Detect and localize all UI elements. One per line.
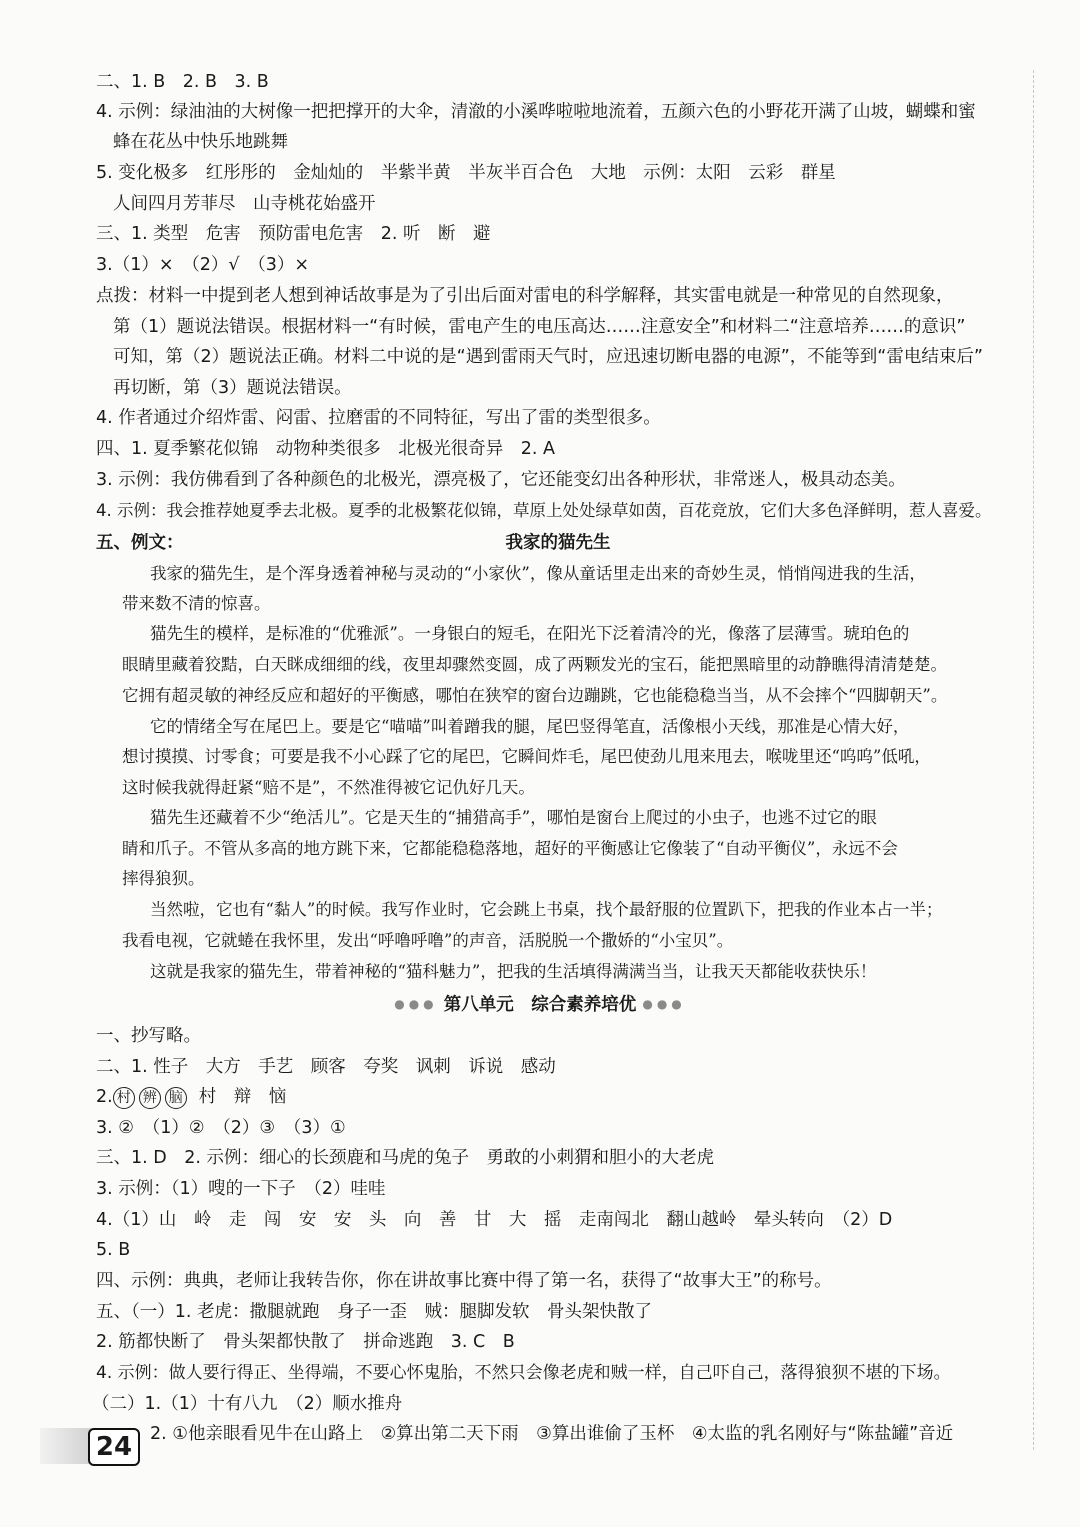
answer-line: 三、1. D 2. 示例：细心的长颈鹿和马虎的兔子 勇敢的小刺猬和胆小的大老虎 xyxy=(96,1148,714,1168)
answer-line: 4. 作者通过介绍炸雷、闷雷、拉磨雷的不同特征，写出了雷的类型很多。 xyxy=(96,408,661,428)
answer-line xyxy=(96,1085,1020,1109)
answer-line: 点拨：材料一中提到老人想到神话故事是为了引出后面对雷电的科学解释，其实雷电就是一种常见的自然现象， xyxy=(96,286,954,306)
essay-line: 我看电视，它就蜷在我怀里，发出“呼噜呼噜”的声音，活脱脱一个撒娇的“小宝贝”。 xyxy=(122,931,734,950)
answer-line: 再切断，第（3）题说法错误。 xyxy=(113,378,352,398)
answer-line: 二、1. B 2. B 3. B xyxy=(96,72,269,92)
answer-line: 可知，第（2）题说法正确。材料二中说的是“遇到雷雨天气时，应迅速切断电器的电源”，不能等到“雷电结束后” xyxy=(113,347,983,367)
answer-line: 4. 示例：我会推荐她夏季去北极。夏季的北极繁花似锦，草原上处处绿草如茵，百花竞放，它们大多色泽鲜明，惹人喜爱。 xyxy=(96,501,992,520)
answer-line: 四、示例：典典，老师让我转告你，你在讲故事比赛中得了第一名，获得了“故事大王”的称号。 xyxy=(96,1271,832,1291)
essay-line: 想讨摸摸、讨零食；可要是我不小心踩了它的尾巴，它瞬间炸毛，尾巴使劲儿甩来甩去，喉咙里还“呜呜”低吼， xyxy=(122,747,931,766)
answer-line: 五、（一）1. 老虎：撒腿就跑 身子一歪 贼：腿脚发软 骨头架快散了 xyxy=(96,1302,653,1322)
answer-line: 第（1）题说法错误。根据材料一“有时候，雷电产生的电压高达……注意安全”和材料二“注意培养……的意识” xyxy=(113,317,966,337)
circled-char: 辨 xyxy=(139,1087,161,1109)
item-number: 2. xyxy=(96,1087,113,1107)
answer-line: 4.（1）山 岭 走 闯 安 安 头 向 善 甘 大 摇 走南闯北 翻山越岭 晕头转向 （2）D xyxy=(96,1210,893,1230)
decorative-dots: ●●● xyxy=(394,997,438,1011)
essay-line: 摔得狼狈。 xyxy=(122,869,205,888)
answer-line: 5. B xyxy=(96,1240,131,1260)
essay-title: 我家的猫先生 xyxy=(505,533,611,553)
essay-line: 猫先生还藏着不少“绝活儿”。它是天生的“捕猎高手”，哪怕是窗台上爬过的小虫子，也逃不过它的眼 xyxy=(150,808,877,827)
essay-line: 猫先生的模样，是标准的“优雅派”。一身银白的短毛，在阳光下泛着清冷的光，像落了层薄雪。琥珀色的 xyxy=(150,624,910,643)
essay-line: 它拥有超灵敏的神经反应和超好的平衡感，哪怕在狭窄的窗台边蹦跳，它也能稳稳当当，从不会摔个“四脚朝天”。 xyxy=(122,686,948,705)
essay-line: 它的情绪全写在尾巴上。要是它“喵喵”叫着蹭我的腿，尾巴竖得笔直，活像根小天线，那准是心情大好， xyxy=(150,717,910,736)
margin-divider xyxy=(1033,70,1034,1450)
answer-line: 3. 示例：我仿佛看到了各种颜色的北极光，漂亮极了，它还能变幻出各种形状，非常迷人，极具动态美。 xyxy=(96,470,906,490)
answer-line: 二、1. 性子 大方 手艺 顾客 夸奖 讽刺 诉说 感动 xyxy=(96,1057,556,1077)
unit-heading xyxy=(0,992,1080,1017)
answer-text: 村 辩 恼 xyxy=(198,1087,287,1107)
answer-line: 4. 示例：绿油油的大树像一把把撑开的大伞，清澈的小溪哗啦啦地流着，五颜六色的小野花开满了山坡，蝴蝶和蜜 xyxy=(96,102,976,122)
answer-line: 三、1. 类型 危害 预防雷电危害 2. 听 断 避 xyxy=(96,224,491,244)
answer-line: 5. 变化极多 红彤彤的 金灿灿的 半紫半黄 半灰半百合色 大地 示例：太阳 云彩 群星 xyxy=(96,163,836,183)
essay-line: 眼睛里藏着狡黠，白天眯成细细的线，夜里却骤然变圆，成了两颗发光的宝石，能把黑暗里的动静瞧得清清楚楚。 xyxy=(122,655,947,674)
answer-line: 人间四月芳菲尽 山寺桃花始盛开 xyxy=(113,194,376,214)
essay-line: 带来数不清的惊喜。 xyxy=(122,594,271,613)
essay-line: 我家的猫先生，是个浑身透着神秘与灵动的“小家伙”，像从童话里走出来的奇妙生灵，悄悄闯进我的生活， xyxy=(150,564,926,583)
answer-line: 4. 示例：做人要行得正、坐得端，不要心怀鬼胎，不然只会像老虎和贼一样，自己吓自己，落得狼狈不堪的下场。 xyxy=(96,1363,951,1383)
answer-line: 3. ② （1）② （2）③ （3）① xyxy=(96,1118,346,1138)
decorative-dots: ●●● xyxy=(642,997,686,1011)
circled-char: 脑 xyxy=(165,1087,187,1109)
unit-title-text: 第八单元 综合素养培优 xyxy=(443,995,637,1015)
answer-line: 2. ①他亲眼看见牛在山路上 ②算出第二天下雨 ③算出谁偷了玉杯 ④太监的乳名刚好与“陈盐罐”音近 xyxy=(150,1424,954,1444)
answer-line: （二）1.（1）十有八九 （2）顺水推舟 xyxy=(92,1394,403,1414)
page-number: 24 xyxy=(88,1428,140,1466)
answer-line: 2. 筋都快断了 骨头架都快散了 拼命逃跑 3. C B xyxy=(96,1332,515,1352)
essay-line: 睛和爪子。不管从多高的地方跳下来，它都能稳稳落地，超好的平衡感让它像装了“自动平衡仪”，永远不会 xyxy=(122,839,898,858)
essay-line: 当然啦，它也有“黏人”的时候。我写作业时，它会跳上书桌，找个最舒服的位置趴下，把我的作业本占一半； xyxy=(150,900,943,919)
answer-line: 一、抄写略。 xyxy=(96,1026,201,1046)
answer-line: 四、1. 夏季繁花似锦 动物种类很多 北极光很奇异 2. A xyxy=(96,439,555,459)
essay-line: 这就是我家的猫先生，带着神秘的“猫科魅力”，把我的生活填得满满当当，让我天天都能收获快乐！ xyxy=(150,962,877,981)
circled-char: 村 xyxy=(113,1087,135,1109)
essay-heading-label: 五、例文： xyxy=(96,533,184,553)
answer-line: 3.（1）× （2）√ （3）× xyxy=(96,255,310,275)
answer-line: 3. 示例：（1）嗖的一下子 （2）哇哇 xyxy=(96,1179,386,1199)
essay-line: 这时候我就得赶紧“赔不是”，不然准得被它记仇好几天。 xyxy=(122,778,535,797)
answer-line: 蜂在花丛中快乐地跳舞 xyxy=(113,132,288,152)
